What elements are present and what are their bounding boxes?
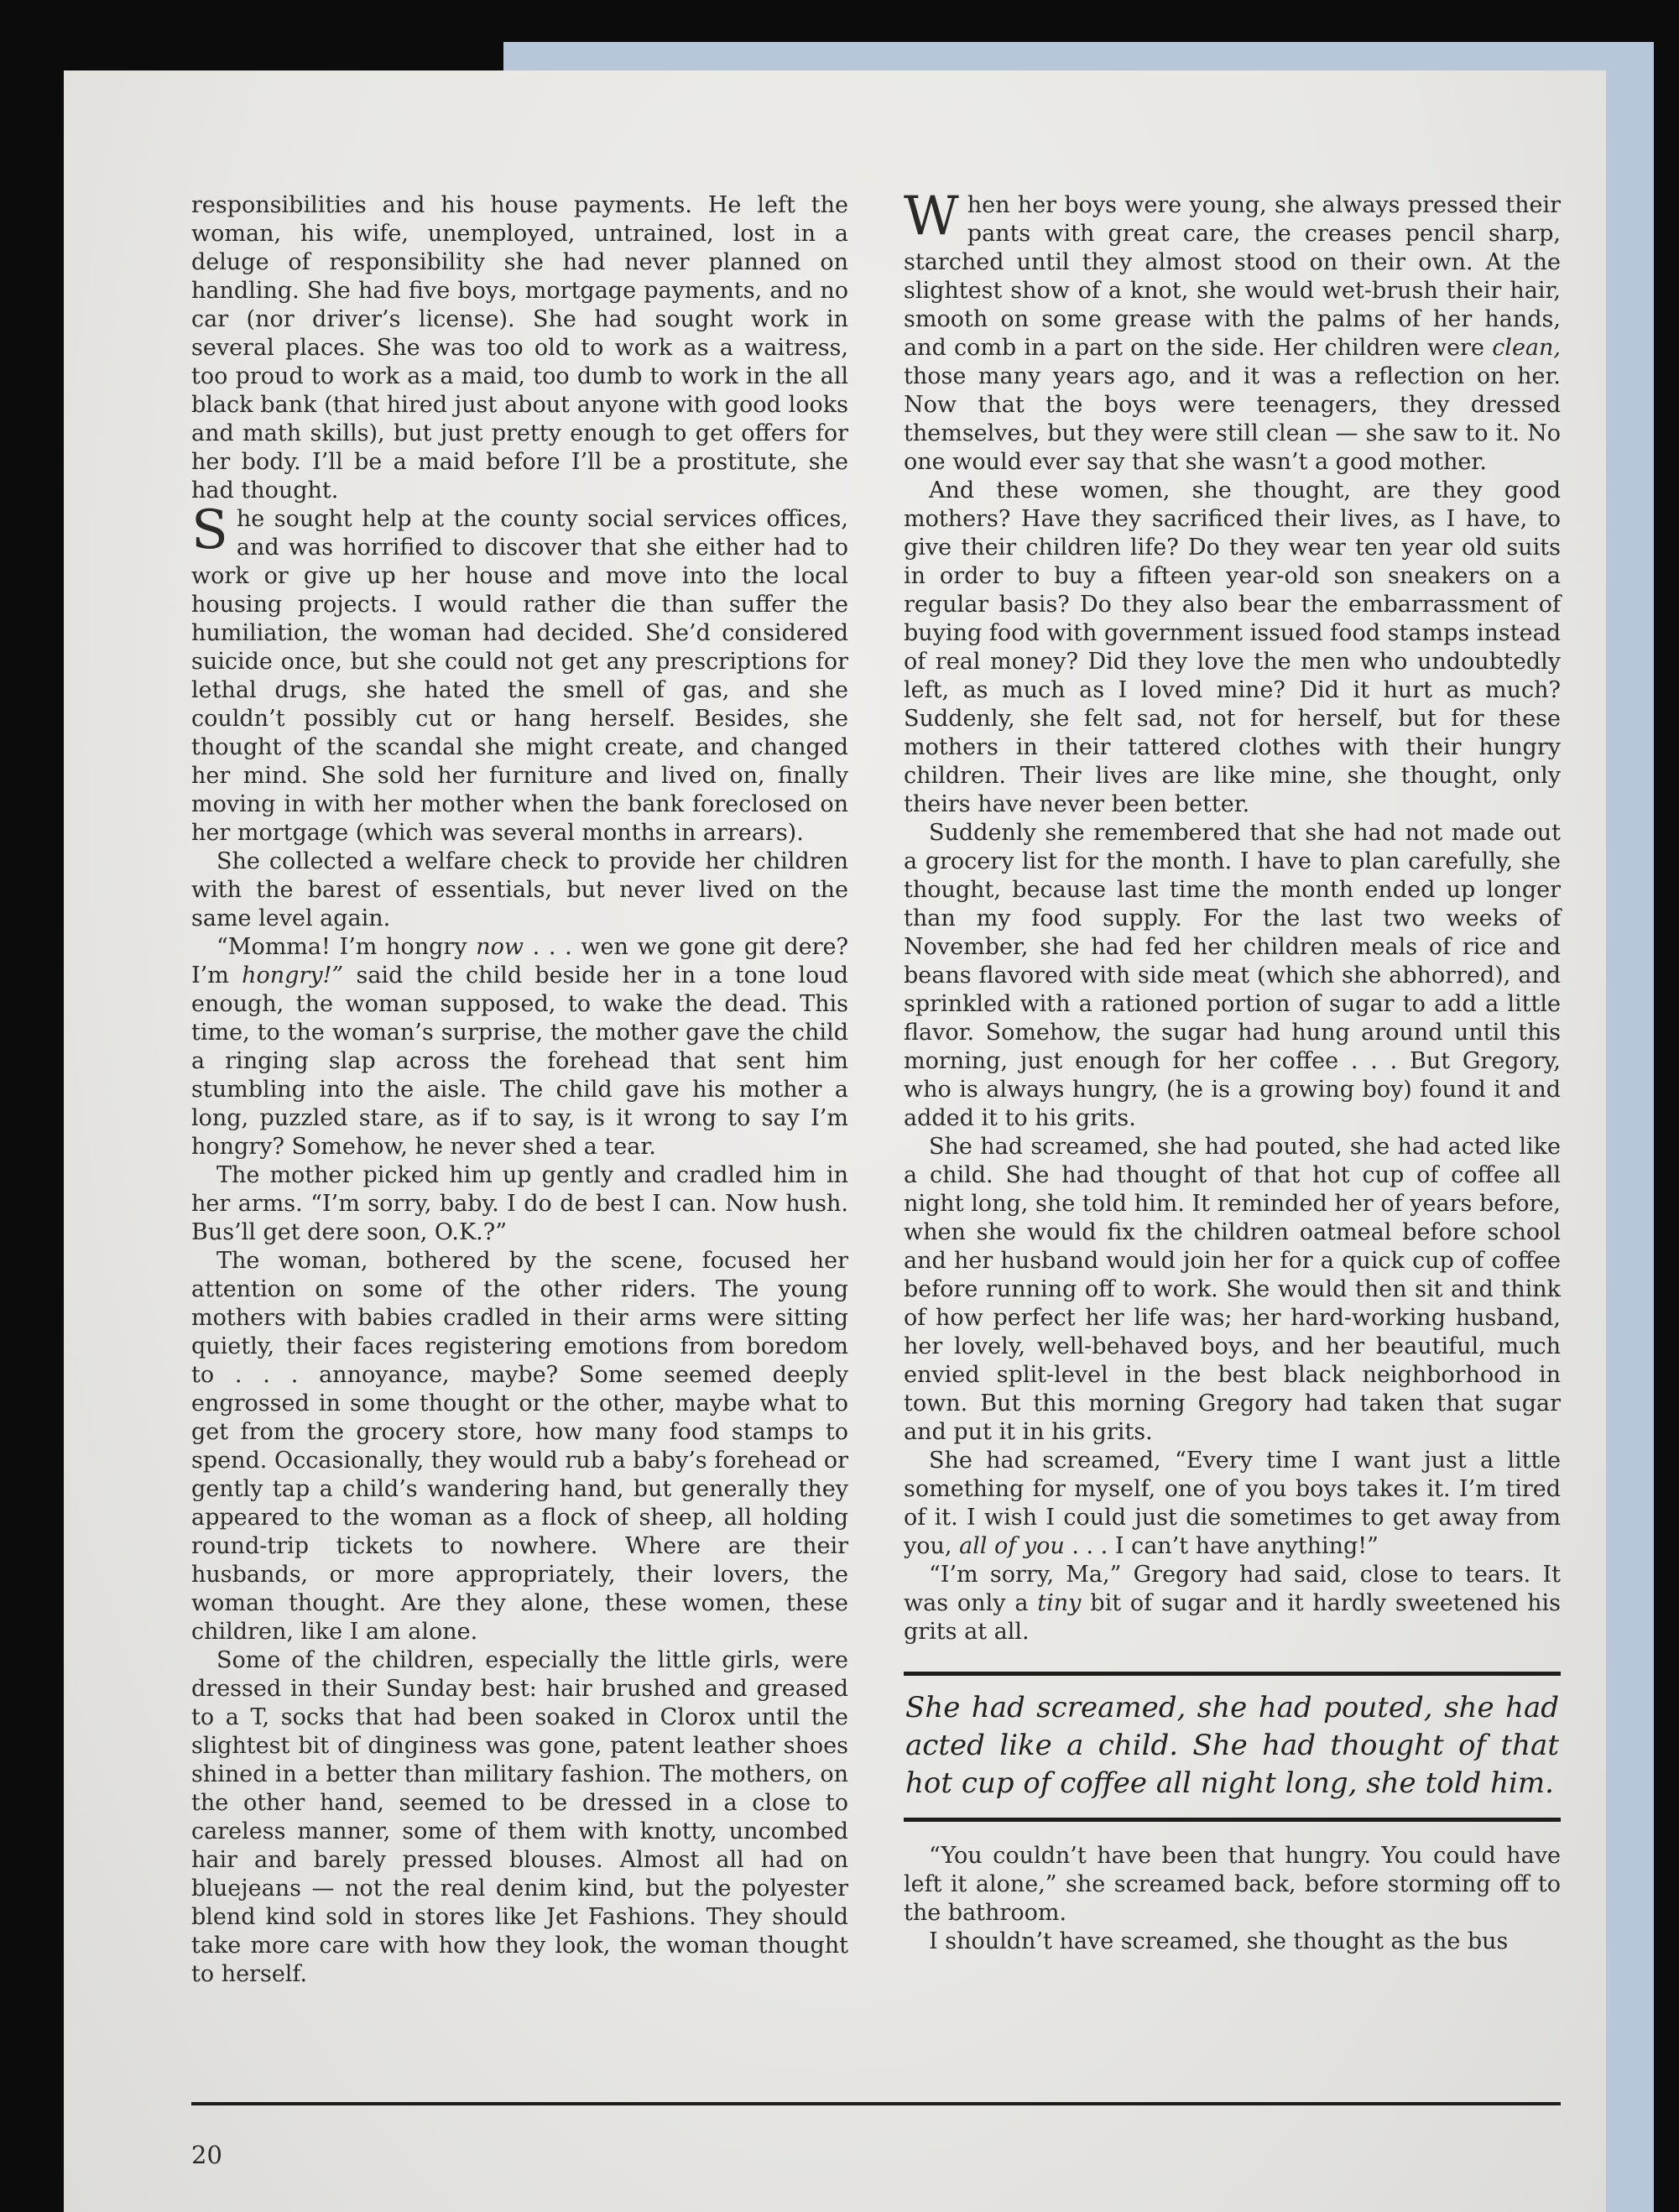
page-number: 20	[191, 2141, 222, 2169]
article-content	[191, 185, 1561, 2169]
paragraph	[191, 933, 848, 1161]
text-segment: “Momma! I’m hongry	[216, 934, 477, 960]
text-segment: The mother picked him up gently and cradled him in her arms. “I’m sorry, baby. I do de best I can. Now hush. Bus’ll get dere soon, O.K.?”	[191, 1162, 848, 1245]
footer-rule	[191, 2102, 1561, 2105]
paragraph	[904, 1447, 1561, 1561]
paragraph	[191, 848, 848, 933]
text-segment: hen her boys were young, she always pressed their pants with great care, the creases pencil sharp, starched until they almost stood on their own. At the slightest show of a knot, she would wet-brush their hair, smooth on some grease with the palms of her hands, and comb in a part on the side. Her children were	[904, 192, 1561, 361]
paragraph	[904, 819, 1561, 1133]
text-segment: said the child beside her in a tone loud enough, the woman supposed, to wake the dead. This time, to the woman’s surprise, the mother gave the child a ringing slap across the forehead that sent him stumbling into the aisle. The child gave his mother a long, puzzled stare, as if to say, is it wrong to say I’m hongry? Somehow, he never shed a tear.	[191, 963, 848, 1160]
text-segment: bit of sugar and it hardly sweetened his grits at all.	[904, 1590, 1561, 1645]
drop-cap: W	[904, 185, 959, 248]
emphasized-text: tiny	[1037, 1590, 1082, 1616]
text-segment: Some of the children, especially the little girls, were dressed in their Sunday best: hair brushed and greased to a T, socks that had been soaked in Clorox until the slightest bit of dinginess was gone, patent leather shoes shined in a better than military fashion. The mothers, on the other hand, seemed to be dressed in a close to careless manner, some of them with knotty, uncombed hair and barely pressed blouses. Almost all had on bluejeans — not the real denim kind, but the polyester blend kind sold in stores like Jet Fashions. They should take more care with how they look, the woman thought to herself.	[191, 1647, 848, 1987]
paragraph	[904, 477, 1561, 819]
emphasized-text: clean,	[1492, 335, 1561, 361]
column-left	[191, 191, 848, 1989]
text-segment: She had screamed, she had pouted, she had acted like a child. She had thought of that hot cup of coffee all night long, she told him. It reminded her of years before, when she would fix the children oatmeal before school and her husband would join her for a quick cup of coffee before running off to work. She would then sit and think of how perfect her life was; her hard-working husband, her lovely, well-behaved boys, and her beautiful, much envied split-level in the best black neighborhood in town. But this morning Gregory had taken that sugar and put it in his grits.	[904, 1134, 1561, 1445]
text-segment: he sought help at the county social services offices, and was horrified to discover that she either had to work or give up her house and move into the local housing projects. I would rather die than suffer the humiliation, the woman had decided. She’d considered suicide once, but she could not get any prescriptions for lethal drugs, she hated the smell of gas, and she couldn’t possibly cut or hang herself. Besides, she thought of the scandal she might create, and changed her mind. She sold her furniture and lived on, finally moving in with her mother when the bank foreclosed on her mortgage (which was several months in arrears).	[191, 506, 848, 846]
magazine-page	[64, 70, 1606, 2212]
text-segment: those many years ago, and it was a reflection on her. Now that the boys were teenagers, they dressed themselves, but they were still clean — she saw to it. No one would ever say that she wasn’t a good mother.	[904, 363, 1561, 475]
paragraph	[191, 191, 848, 505]
pull-quote	[904, 1672, 1561, 1822]
paragraph	[904, 1561, 1561, 1646]
text-segment: I shouldn’t have screamed, she thought as the bus	[929, 1928, 1509, 1954]
paragraph	[904, 1133, 1561, 1447]
emphasized-text: now	[476, 934, 524, 960]
paragraph	[904, 1928, 1561, 1956]
text-segment: Suddenly she remembered that she had not made out a grocery list for the month. I have to plan carefully, she thought, because last time the month ended up longer than my food supply. For the last two weeks of November, she had fed her children meals of rice and beans flavored with side meat (which she abhorred), and sprinkled with a rationed portion of sugar to add a little flavor. Somehow, the sugar had hung around until this morning, just enough for her coffee . . . But Gregory, who is always hungry, (he is a growing boy) found it and added it to his grits.	[904, 820, 1561, 1131]
text-segment: She had screamed, she had pouted, she had acted like a child. She had thought of that hot cup of coffee all night long, she told him.	[905, 1691, 1559, 1800]
paragraph	[191, 1161, 848, 1247]
emphasized-text: hongry!”	[242, 963, 344, 989]
column-layout	[191, 185, 1561, 1989]
text-segment: . . . I can’t have anything!”	[1064, 1533, 1379, 1559]
text-segment: . . . wen we gone git dere? I’m	[191, 934, 848, 989]
column-right	[904, 185, 1561, 1956]
paragraph	[191, 1646, 848, 1989]
paragraph	[904, 1842, 1561, 1928]
text-segment: She had screamed, “Every time I want just a little something for myself, one of you boys takes it. I’m tired of it. I wish I could just die sometimes to get away from you,	[904, 1448, 1561, 1559]
emphasized-text: all of you	[959, 1533, 1065, 1559]
paragraph	[904, 185, 1561, 477]
text-segment: She collected a welfare check to provide her children with the barest of essentials, but never lived on the same level again.	[191, 848, 848, 931]
drop-cap: S	[191, 499, 228, 561]
text-segment: responsibilities and his house payments. He left the woman, his wife, unemployed, untrained, lost in a deluge of responsibility she had never planned on handling. She had five boys, mortgage payments, and no car (nor driver’s license). She had sought work in several places. She was too old to work as a waitress, too proud to work as a maid, too dumb to work in the all black bank (that hired just about anyone with good looks and math skills), but just pretty enough to get offers for her body. I’ll be a maid before I’ll be a prostitute, she had thought.	[191, 192, 848, 503]
text-segment: “You couldn’t have been that hungry. You could have left it alone,” she screamed back, before storming off to the bathroom.	[904, 1843, 1561, 1926]
text-segment: “I’m sorry, Ma,” Gregory had said, close to tears. It was only a	[904, 1562, 1561, 1616]
text-segment: And these women, she thought, are they good mothers? Have they sacrificed their lives, as I have, to give their children life? Do they wear ten year old suits in order to buy a fifteen year-old son sneakers on a regular basis? Do they also bear the embarrassment of buying food with government issued food stamps instead of real money? Did they love the men who undoubtedly left, as much as I loved mine? Did it hurt as much? Suddenly, she felt sad, not for herself, but for these mothers in their tattered clothes with their hungry children. Their lives are like mine, she thought, only theirs have never been better.	[904, 477, 1561, 817]
paragraph	[191, 1247, 848, 1646]
paragraph	[191, 499, 848, 848]
text-segment: The woman, bothered by the scene, focused her attention on some of the other riders. The young mothers with babies cradled in their arms were sitting quietly, their faces registering emotions from boredom to . . . annoyance, maybe? Some seemed deeply engrossed in some thought or the other, maybe what to get from the grocery store, how many food stamps to spend. Occasionally, they would rub a baby’s forehead or gently tap a child’s wandering hand, but generally they appeared to the woman as a flock of sheep, all holding round-trip tickets to nowhere. Where are their husbands, or more appropriately, their lovers, the woman thought. Are they alone, these women, these children, like I am alone.	[191, 1248, 848, 1645]
